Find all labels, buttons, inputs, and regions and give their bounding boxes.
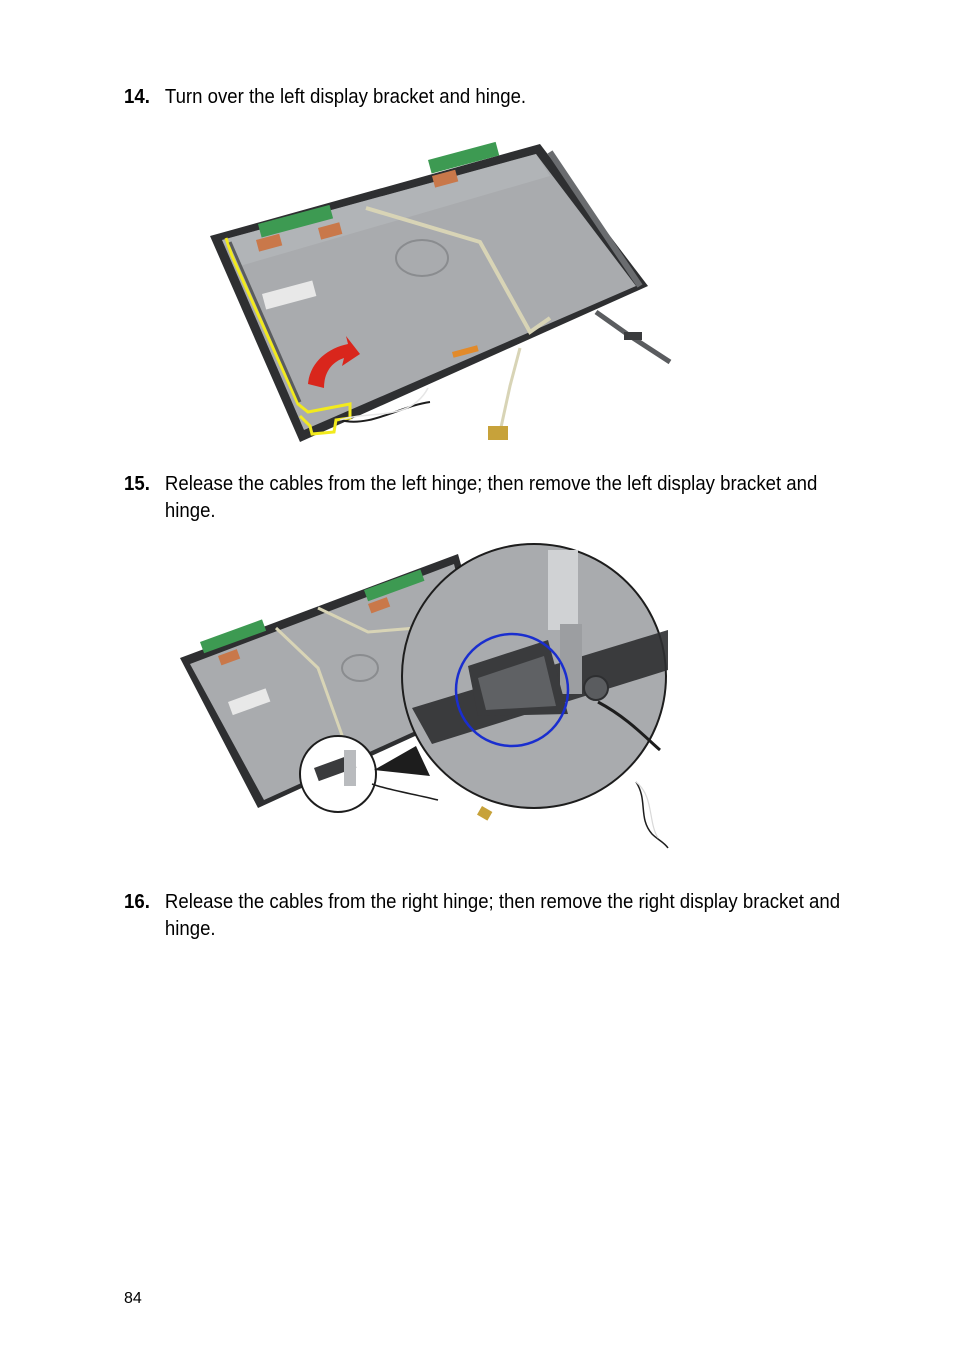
page-number: 84	[124, 1290, 142, 1307]
step-text: Release the cables from the left hinge; then remove the left display bracket and hinge.	[164, 473, 818, 522]
lvds-connector	[488, 426, 508, 440]
step-number: 15.	[124, 473, 150, 495]
step-number: 16.	[124, 891, 150, 913]
display-back-cover-illustration	[200, 136, 690, 460]
step-text: Release the cables from the right hinge; then remove the right display bracket and hinge.	[164, 891, 841, 940]
step-number: 14.	[124, 86, 150, 108]
lvds-connector	[477, 806, 492, 821]
hinge-bracket	[548, 550, 578, 630]
step-text: Turn over the left display bracket and hinge.	[164, 86, 527, 108]
left-hinge-removal-illustration	[168, 538, 688, 852]
